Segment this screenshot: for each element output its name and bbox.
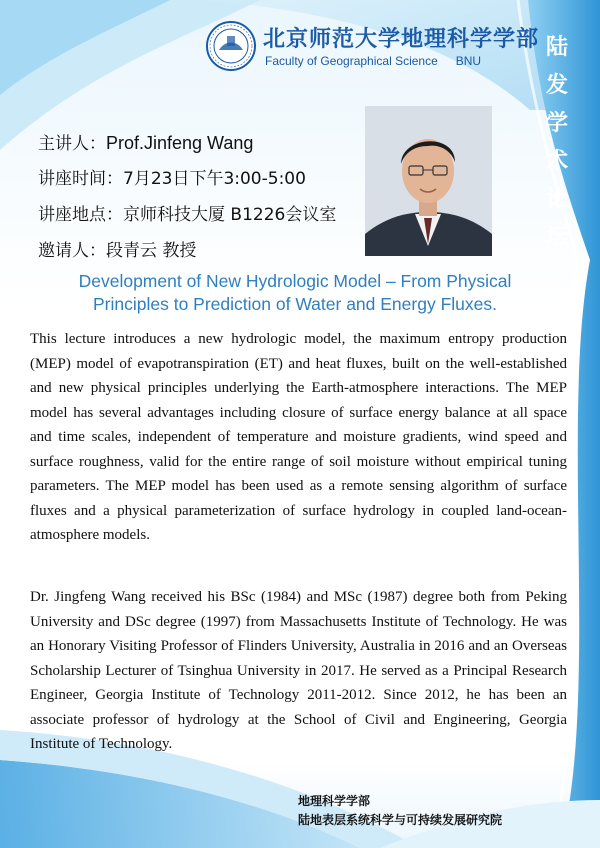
institution-name-en — [265, 54, 481, 68]
speaker-bio-paragraph: Dr. Jingfeng Wang received his BSc (1984) and MSc (1987) degree both from Peking University and DSc degree (1997) from Massachusetts Institute of Technology. He was an Honorary Visiting Professor of Flinders University, Australia in 2016 and an Overseas Scholarship Lecturer of Tsinghua University in 2017. He served as a Principal Research Engineer, Georgia Institute of Technology 2011-2012. Since 2012, he has been an associate professor of hydrology at the School of Civil and Engineering, Georgia Institute of Technology. — [30, 589, 567, 752]
series-char: 陆 — [545, 34, 570, 60]
series-char: 坛 — [545, 224, 570, 250]
talk-title-line-2: Principles to Prediction of Water and Energy Fluxes. — [93, 294, 497, 314]
time-label: 讲座时间： — [38, 169, 123, 189]
institution-name-en-text: Faculty of Geographical Science — [265, 54, 438, 68]
organizer-line-2: 陆地表层系统科学与可持续发展研究院 — [298, 813, 503, 827]
host-value: 段青云 教授 — [106, 241, 197, 261]
host-line — [38, 238, 336, 274]
forum-series-title — [536, 28, 580, 256]
series-char: 论 — [545, 186, 570, 212]
institution-abbr: BNU — [455, 54, 482, 68]
venue-label: 讲座地点： — [38, 205, 123, 225]
speaker-photo — [365, 106, 492, 256]
organizer-line-1: 地理科学学部 — [298, 794, 371, 808]
speaker-name: Prof.Jinfeng Wang — [106, 133, 254, 153]
time-value: 7月23日下午3:00-5:00 — [123, 169, 306, 189]
talk-title — [30, 270, 560, 316]
series-char: 术 — [545, 148, 570, 174]
host-label: 邀请人： — [38, 241, 106, 261]
speaker-label: 主讲人： — [38, 134, 106, 154]
series-char: 发 — [545, 72, 570, 98]
speaker-line — [38, 130, 336, 166]
organizer-footer — [298, 792, 502, 830]
lecture-info — [38, 130, 336, 274]
time-line — [38, 166, 336, 202]
venue-value: 京师科技大厦 B1226会议室 — [123, 205, 337, 225]
institution-name-cn: 北京师范大学地理科学学部 — [263, 26, 540, 52]
abstract-paragraph: This lecture introduces a new hydrologic model, the maximum entropy production (MEP) model of evapotranspiration (ET) and heat fluxes, built on the well-established and new physical principles underlying the Earth-atmosphere interactions. The MEP model has several advantages including closure of surface energy balance at all space and time scales, independent of temperature and moisture gradients, wind speed and surface roughness, valid for the entire range of soil moisture without empirical tuning parameters. The MEP model has been used as a remote sensing algorithm of surface fluxes and a physical parameterization of surface hydrology in coupled land-ocean-atmosphere models. — [30, 331, 567, 543]
bnu-seal-logo — [205, 20, 257, 72]
venue-line — [38, 202, 336, 238]
institution-header — [205, 20, 540, 76]
talk-title-line-1: Development of New Hydrologic Model – From Physical — [78, 271, 512, 291]
series-char: 学 — [545, 110, 570, 136]
speaker-portrait — [365, 106, 492, 256]
